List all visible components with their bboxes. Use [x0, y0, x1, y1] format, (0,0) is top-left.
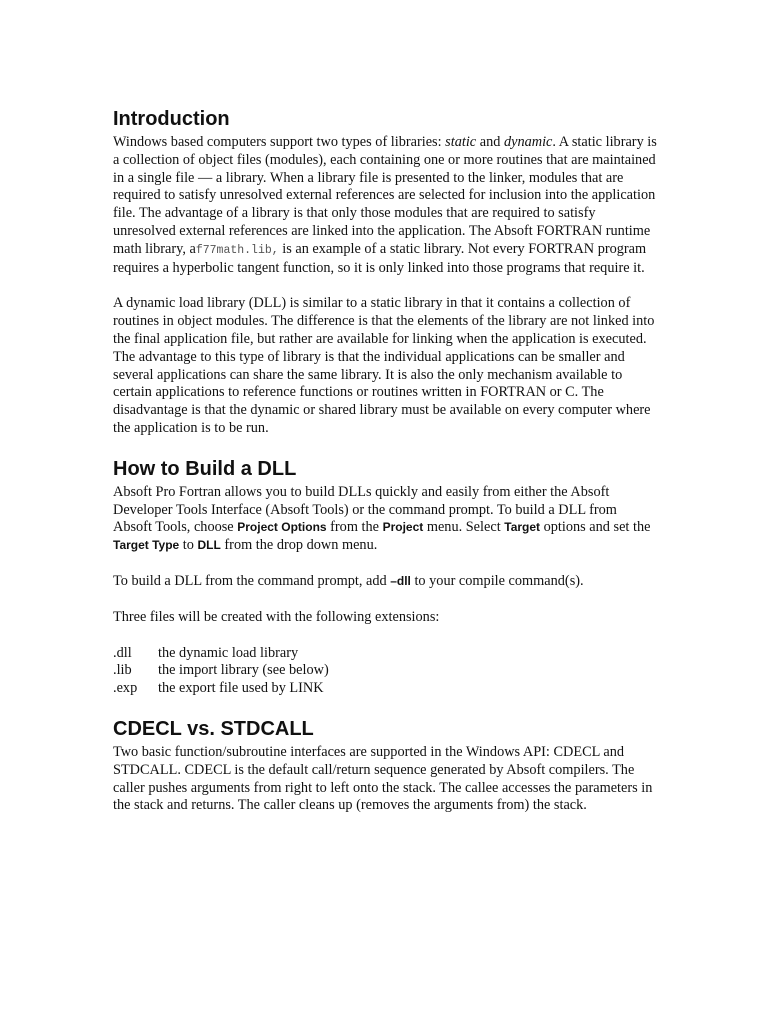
cdecl-heading: CDECL vs. STDCALL	[113, 717, 314, 740]
extension-name: .lib	[113, 662, 132, 679]
extension-description: the import library (see below)	[158, 662, 329, 679]
extension-row	[113, 645, 658, 663]
introduction-paragraph-2: A dynamic load library (DLL) is similar to a static library in that it contains a collection of routines in object modules. The difference is that the elements of the library are not linked into the final application file, but rather are available for linking when the application is executed. The advantage to this type of library is that the individual applications can be smaller and several applications can share the same library. It is also the only mechanism available to certain applications to reference functions or routines written in FORTRAN or C. The disadvantage is that the dynamic or shared library must be available on every computer where the application is to be run.	[113, 295, 655, 436]
extension-description: the export file used by LINK	[158, 680, 324, 697]
dll-flag-keyword: –dll	[390, 573, 411, 588]
dll-keyword: DLL	[197, 538, 221, 553]
cdecl-paragraph-1: Two basic function/subroutine interfaces are supported in the Windows API: CDECL and STDCALL. CDECL is the default call/return sequence generated by Absoft compilers. The caller pushes arguments from right to left onto the stack. The callee accesses the parameters in the stack and returns. The caller cleans up (removes the arguments from) the stack.	[113, 743, 653, 814]
build-dll-heading: How to Build a DLL	[113, 457, 297, 480]
introduction-paragraph-1: Windows based computers support two types of libraries: static and dynamic. A static library is a collection of object files (modules), each containing one or more routines that are maintained in a single file — a library. When a library file is presented to the linker, modules that are required to satisfy unresolved external references are selected for inclusion into the application file. The advantage of a library is that only those modules that are required to satisfy unresolved external references are linked into the application. The Absoft FORTRAN runtime math library, af77math.lib, is an example of a static library. Not every FORTRAN program requires a hyperbolic tangent function, so it is only linked into those programs that require it.	[113, 134, 657, 276]
extension-row	[113, 662, 658, 680]
build-paragraph-1: Absoft Pro Fortran allows you to build DLLs quickly and easily from either the Absoft Developer Tools Interface (Absoft Tools) or the command prompt. To build a DLL from Absoft Tools, choose Project Options from the Project menu. Select Target options and set the Target Type to DLL from the drop down menu.	[113, 483, 651, 554]
library-filename: f77math.lib,	[195, 243, 279, 257]
build-paragraph-3: Three files will be created with the following extensions:	[113, 608, 440, 625]
extension-row	[113, 680, 658, 698]
extension-description: the dynamic load library	[158, 644, 299, 661]
dynamic-term: dynamic	[503, 134, 553, 150]
static-term: static	[445, 134, 477, 150]
build-paragraph-2: To build a DLL from the command prompt, add –dll to your compile command(s).	[113, 572, 584, 589]
project-options-keyword: Project Options	[237, 520, 327, 535]
extension-list	[113, 645, 658, 698]
document-content	[113, 106, 658, 833]
target-keyword: Target	[504, 520, 541, 535]
extension-name: .dll	[113, 644, 132, 661]
project-keyword: Project	[382, 520, 424, 535]
extension-name: .exp	[113, 680, 138, 697]
introduction-heading: Introduction	[113, 108, 230, 130]
target-type-keyword: Target Type	[113, 538, 180, 553]
